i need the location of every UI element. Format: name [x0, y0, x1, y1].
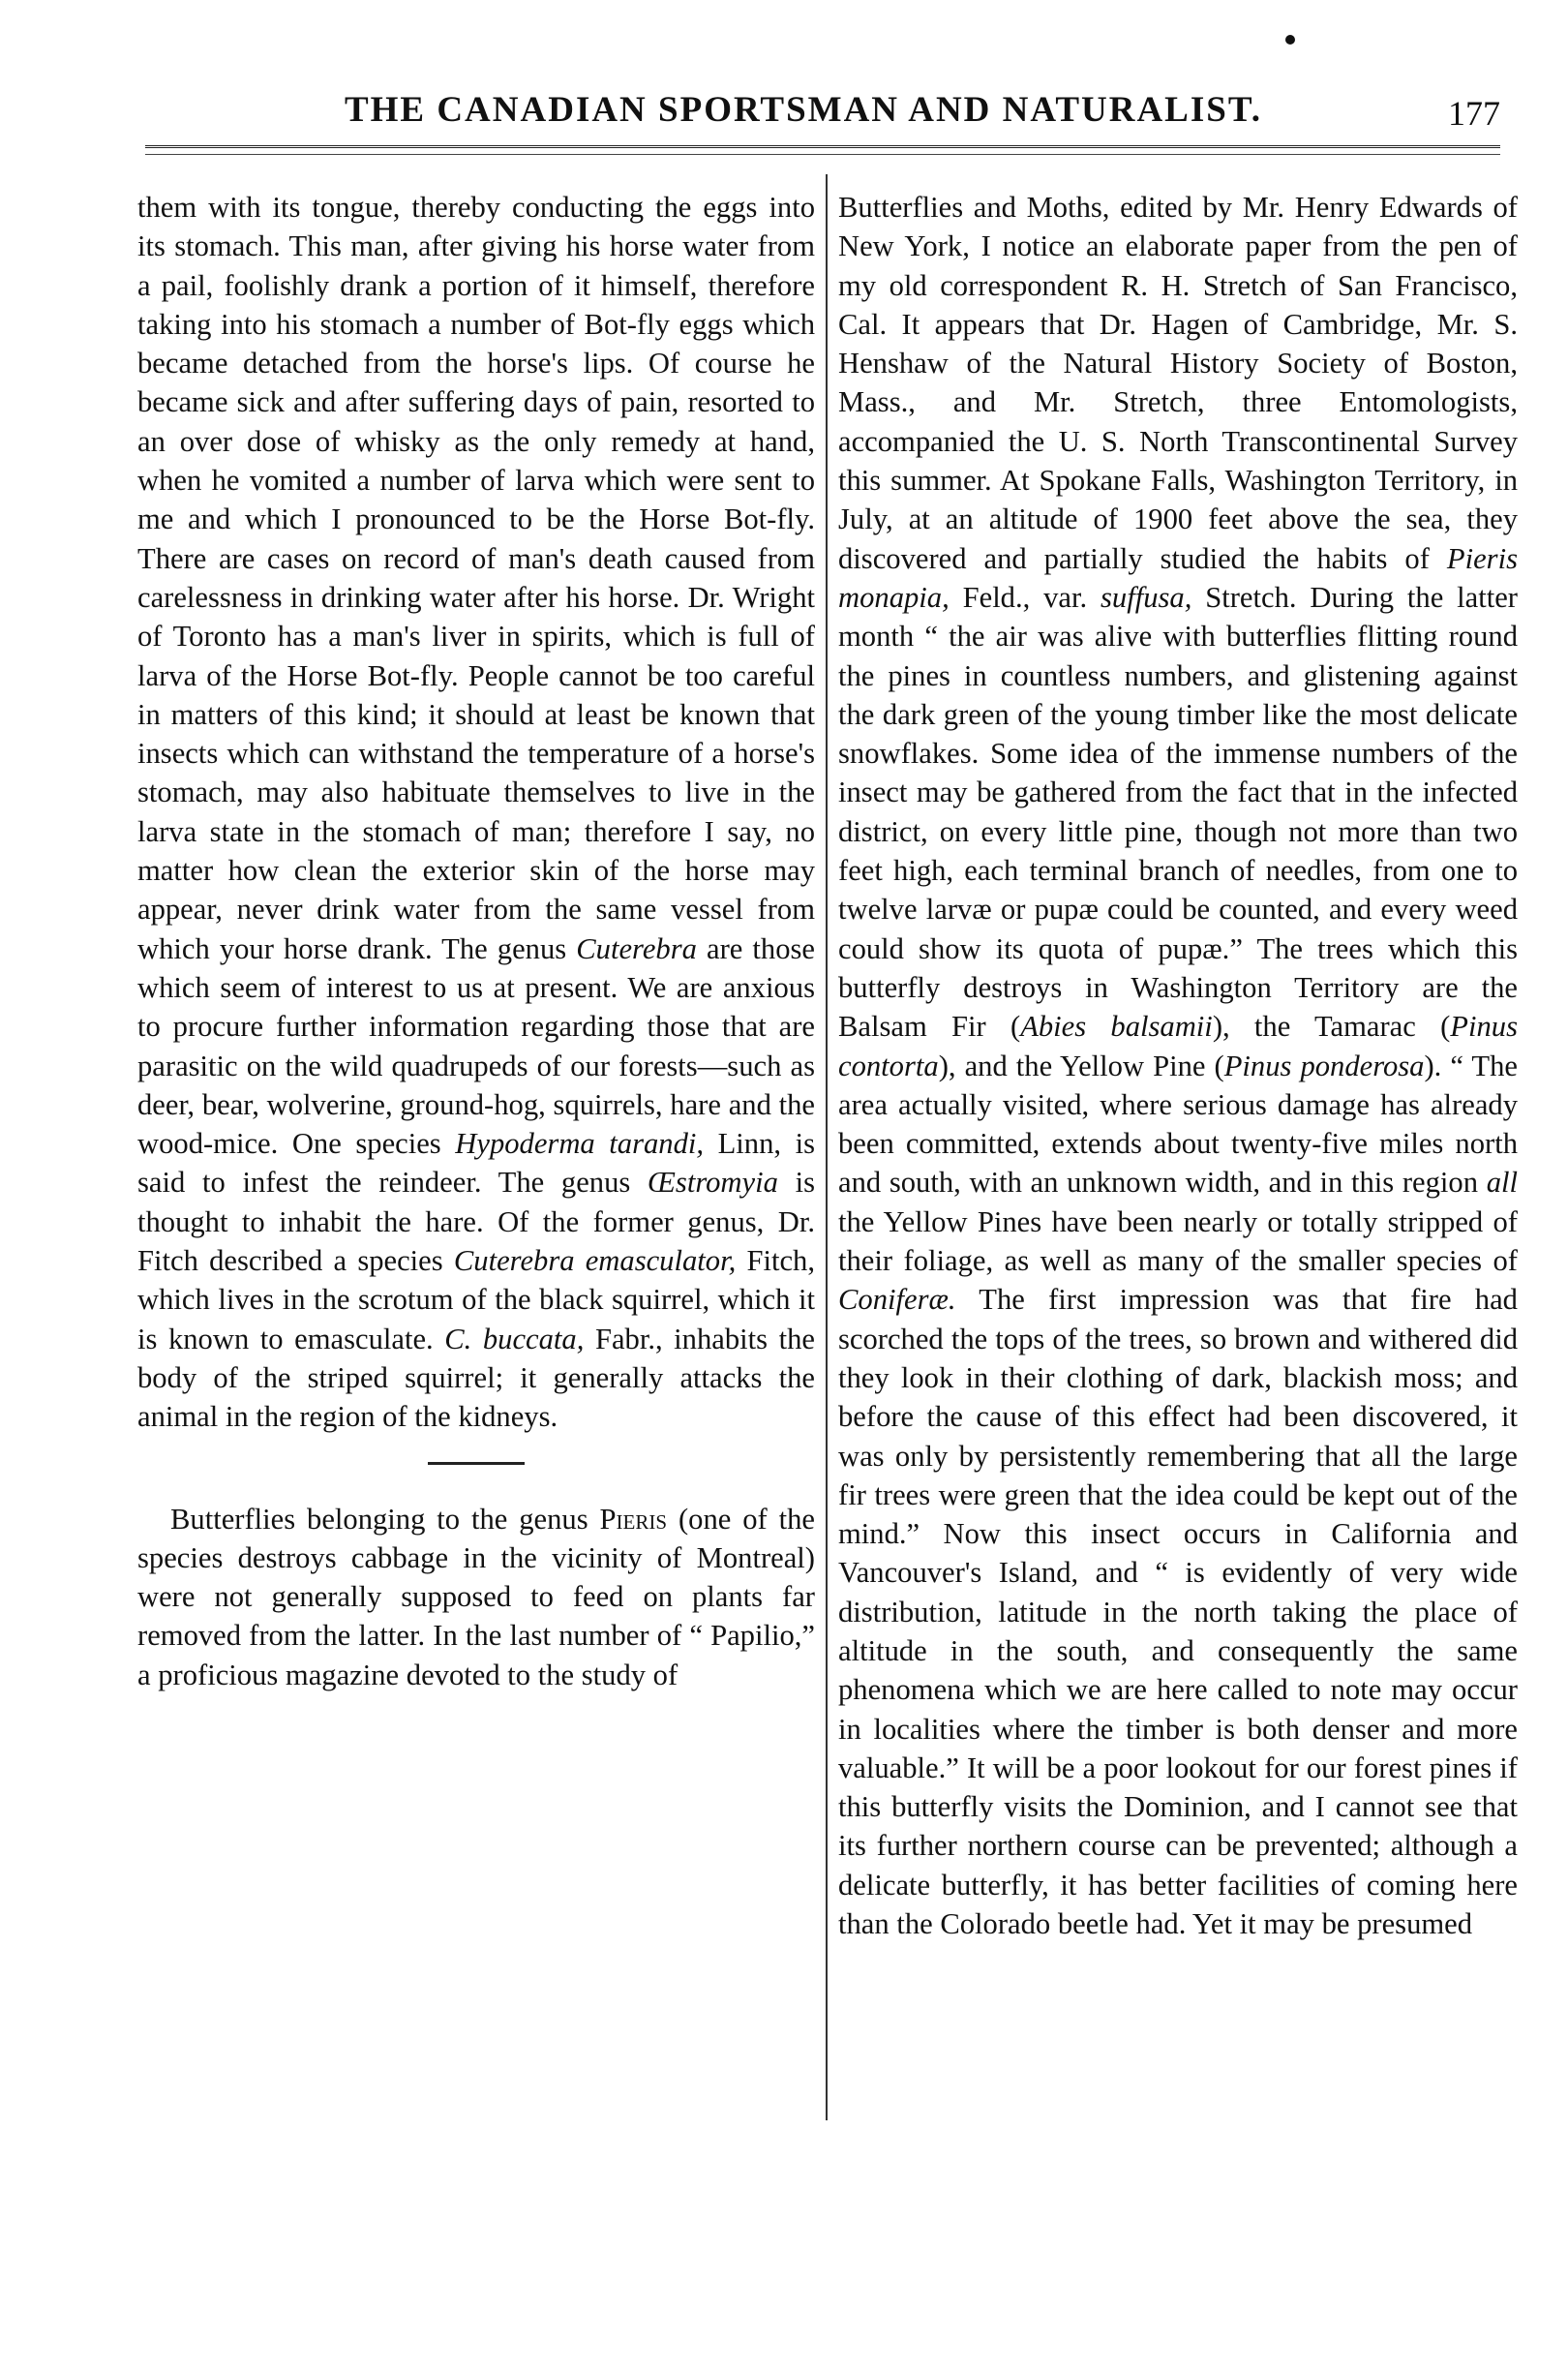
taxon-name: Cuterebra: [576, 931, 697, 965]
taxon-name: Abies balsamii: [1020, 1010, 1213, 1044]
left-column: [137, 188, 815, 1694]
section-separator: [428, 1462, 525, 1465]
text-run: them with its tongue, thereby conducting the eggs into its stomach. This man, after giving his horse water from a pail, foolishly drank a portion of it himself, therefore taking into his stomach a number of Bot-fly eggs which became detached from the horse's lips. Of course he became sick and after suffering days of pain, resorted to an over dose of whisky as the only remedy at hand, when he vomited a number of larva which were sent to me and which I pronounced to be the Horse Bot-fly. There are cases on record of man's death caused from carelessness in drinking water after his horse. Dr. Wright of Toronto has a man's liver in spirits, which is full of larva of the Horse Bot-fly. People cannot be too careful in matters of this kind; it should at least be known that insects which can withstand the temperature of a horse's stomach, may also habituate themselves to live in the larva state in the stomach of man; therefore I say, no matter how clean the exterior skin of the horse may appear, never drink water from the same vessel from which your horse drank. The genus: [137, 191, 815, 965]
text-run: ), the Tamarac (: [1212, 1010, 1451, 1044]
left-paragraph-2: [137, 1500, 815, 1694]
text-run: Butterflies and Moths, edited by Mr. Henry Edwards of New York, I notice an elaborate paper from the pen of my old correspondent R. H. Stretch of San Francisco, Cal. It appears that Dr. Hagen of Cambridge, Mr. S. Henshaw of the Natural History Society of Boston, Mass., and Mr. Stretch, three Entomologists, accompanied the U. S. North Transcontinental Survey this summer. At Spokane Falls, Washington Territory, in July, at an altitude of 1900 feet above the sea, they discovered and partially studied the habits of: [838, 191, 1518, 575]
text-run: Fitch, which lives in the scrotum of the black squirrel, which it is known to emasculate.: [137, 1244, 816, 1355]
page-number: 177: [1448, 94, 1500, 133]
taxon-name: C. buccata,: [444, 1322, 585, 1355]
running-title: THE CANADIAN SPORTSMAN AND NATURALIST.: [344, 90, 1263, 130]
left-paragraph-1: [137, 188, 815, 1437]
running-header: [136, 89, 1510, 147]
text-run: is thought to inhabit the hare. Of the former genus, Dr. Fitch described a species: [137, 1166, 816, 1278]
text-run: Linn, is said to infest the reindeer. The genus: [137, 1127, 815, 1200]
text-run: ), and the Yellow Pine (: [938, 1049, 1224, 1082]
emphasis: all: [1486, 1166, 1518, 1200]
taxon-name: Pinus ponderosa: [1223, 1049, 1425, 1082]
header-rule: [145, 145, 1500, 155]
text-run: Stretch. During the latter month “ the air was alive with butterflies flitting round the pines in countless numbers, and glistening against the dark green of the young timber like the most delicate snowflakes. Some idea of the immense numbers of the insect may be gathered from the fact that in the infected district, on every little pine, though not more than two feet high, each terminal branch of needles, from one to twelve larvæ or pupæ could be counted, and every weed could show its quota of pupæ.” The trees which this butterfly destroys in Washington Territory are the Balsam Fir (: [838, 580, 1518, 1044]
ink-dot: [1285, 35, 1295, 45]
text-run: ). “ The area actually visited, where serious damage has already been committed, extends about twenty-five miles north and south, with an unknown width, and in this region: [838, 1049, 1518, 1200]
text-run: are those which seem of interest to us at present. We are anxious to procure further information regarding those that are parasitic on the wild quadrupeds of our forests—such as deer, bear, wolverine, ground-hog, squirrels, hare and the wood-mice. One species: [137, 931, 815, 1161]
taxon-name: Œstromyia: [648, 1166, 778, 1200]
taxon-name: suffusa,: [1101, 580, 1192, 614]
taxon-name: Pieris monapia,: [838, 541, 1518, 614]
taxon-name: Cuterebra emasculator,: [453, 1244, 737, 1278]
right-paragraph-1: [838, 188, 1518, 1943]
taxon-name: Pinus contorta: [838, 1010, 1518, 1082]
text-run: Feld., var.: [962, 580, 1088, 614]
taxon-name: Coniferæ.: [838, 1283, 956, 1317]
text-run: Fabr., inhabits the body of the striped squirrel; it generally attacks the animal in the region of the kidneys.: [137, 1322, 815, 1434]
right-column: [838, 188, 1518, 1943]
taxon-name: Hypoderma tarandi,: [455, 1127, 705, 1161]
text-run: (one of the species destroys cabbage in the vicinity of Montreal) were not generally supposed to feed on plants far removed from the latter. In the last number of “ Papilio,” a proficious magazine devoted to the study of: [137, 1502, 815, 1691]
text-run: The first impression was that fire had scorched the tops of the trees, so brown and withered did they look in their clothing of dark, blackish moss; and before the cause of this effect had been discovered, it was only by persistently remembering that all the large fir trees were green that the idea could be kept out of the mind.” Now this insect occurs in California and Vancouver's Island, and “ is evidently of very wide distribution, latitude in the north taking the place of altitude in the south, and consequently the same phenomena which we are here called to note may occur in localities where the timber is both denser and more valuable.” It will be a poor lookout for our forest pines if this butterfly visits the Dominion, and I cannot see that its further northern course can be prevented; although a delicate butterfly, it has better facilities of coming here than the Colorado beetle had. Yet it may be presumed: [838, 1283, 1518, 1941]
column-divider: [826, 174, 828, 2120]
text-run: Butterflies belonging to the genus: [170, 1502, 588, 1536]
text-run: the Yellow Pines have been nearly or totally stripped of their foliage, as well as many of the smaller species of: [838, 1204, 1518, 1278]
taxon-name: Pieris: [599, 1502, 668, 1536]
